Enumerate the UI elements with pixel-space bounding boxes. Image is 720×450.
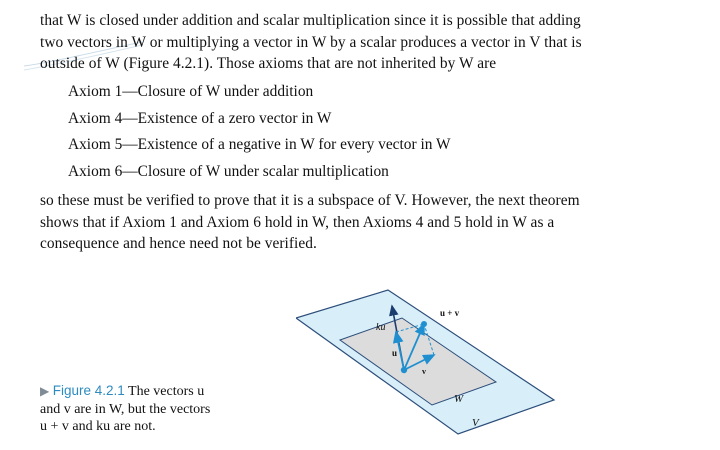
label-V: V — [472, 417, 479, 429]
paragraph-intro-line-2: two vectors in W or multiplying a vector in W by a scalar produces a vector in V that is — [40, 33, 582, 51]
label-u: u — [392, 348, 398, 358]
caption-text-1: The vectors u — [128, 384, 205, 399]
figure-caption — [40, 382, 250, 436]
subspace-diagram — [296, 288, 556, 450]
paragraph-intro-line-3: outside of W (Figure 4.2.1). Those axioms that are not inherited by W are — [40, 55, 497, 72]
label-ku: ku — [376, 322, 386, 333]
paragraph-theorem-line-1: so these must be verified to prove that it is a subspace of V. However, the next theorem — [40, 192, 580, 209]
origin-point — [401, 367, 407, 373]
label-W: W — [454, 393, 464, 405]
caption-text-3: u + v and ku are not. — [40, 419, 156, 434]
label-v: v — [422, 367, 426, 376]
axiom-item: Axiom 5—Existence of a negative in W for every vector in W — [68, 136, 451, 153]
caption-text-2: and v are in W, but the vectors — [40, 401, 211, 417]
triangle-marker-icon: ▶ — [40, 384, 50, 398]
axiom-item: Axiom 4—Existence of a zero vector in W — [68, 109, 332, 127]
paragraph-theorem-intro — [40, 190, 690, 255]
paragraph-intro-line-1: that W is closed under addition and scalar multiplication since it is possible that adding — [40, 12, 581, 29]
paragraph-intro — [40, 10, 690, 75]
axiom-list — [68, 79, 451, 185]
axiom-item: Axiom 1—Closure of W under addition — [68, 83, 314, 100]
label-u-plus-v: u + v — [440, 308, 460, 318]
tip-point — [421, 321, 427, 327]
document-page — [24, 0, 696, 450]
figure-label: Figure 4.2.1 — [52, 383, 125, 398]
paragraph-theorem-line-3: consequence and hence need not be verified. — [40, 235, 317, 252]
axiom-item: Axiom 6—Closure of W under scalar multiplication — [68, 162, 389, 180]
paragraph-theorem-line-2: shows that if Axiom 1 and Axiom 6 hold in W, then Axioms 4 and 5 hold in W as a — [40, 213, 555, 231]
